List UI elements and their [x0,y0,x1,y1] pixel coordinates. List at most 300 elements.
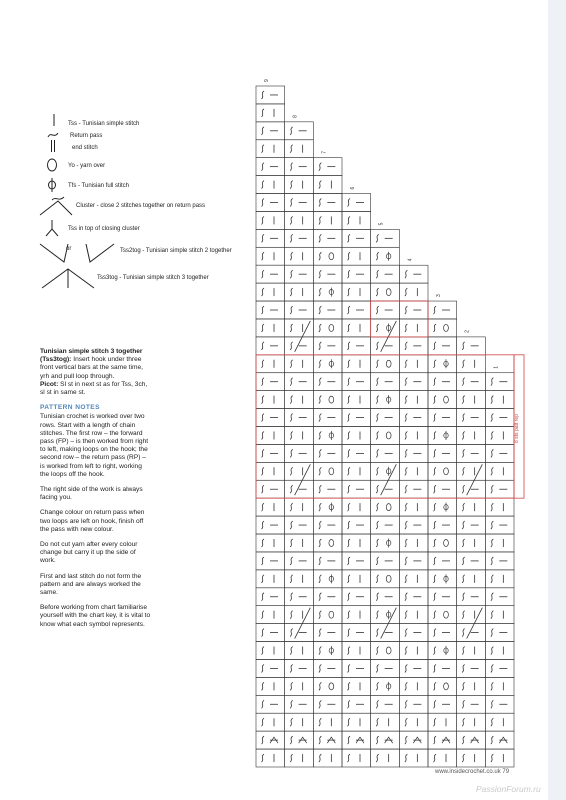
return-pass-symbol [319,593,322,601]
return-pass-symbol [405,306,408,314]
return-pass-symbol [319,629,322,637]
return-pass-symbol [262,378,265,386]
chart-cell [256,211,285,229]
chart-cell [371,319,400,337]
return-pass-symbol [491,539,494,547]
chart-cell [485,462,514,480]
return-pass-symbol [348,575,351,583]
yo-symbol [386,647,391,654]
return-pass-symbol [319,324,322,332]
return-pass-symbol [434,378,437,386]
return-pass-symbol [405,378,408,386]
return-pass-symbol [348,467,351,475]
return-pass-symbol [491,449,494,457]
return-pass-symbol [376,539,379,547]
return-pass-symbol [290,198,293,206]
return-pass-symbol [491,647,494,655]
return-pass-symbol [462,611,465,619]
yo-symbol [444,468,449,475]
chart-cell [371,462,400,480]
legend-or: or [66,246,72,252]
chart-cell [485,498,514,516]
chart-cell [428,462,457,480]
note-paragraph: First and last stitch do not form the pattern and are always worked the same. [40,572,142,597]
yo-symbol [386,504,391,511]
picot-heading: Picot: [40,380,59,388]
page-footer [435,769,509,775]
return-pass-symbol [290,414,293,422]
chart-cell [313,211,342,229]
return-pass-symbol [405,521,408,529]
return-pass-symbol [376,431,379,439]
return-pass-symbol [491,754,494,762]
return-pass-symbol [348,539,351,547]
return-pass-symbol [290,431,293,439]
yo-symbol [444,324,449,331]
legend-tss: Tss - Tunisian simple stitch [68,121,140,127]
chart-cell [285,749,314,767]
chart-cell [457,355,486,373]
return-pass-symbol [262,234,265,242]
chart-cell [457,462,486,480]
return-pass-symbol [462,485,465,493]
chart-cell [457,570,486,588]
return-pass-symbol [319,252,322,260]
return-pass-symbol [376,360,379,368]
chart-cell [457,606,486,624]
return-pass-symbol [491,396,494,404]
return-pass-symbol [290,360,293,368]
return-pass-symbol [376,449,379,457]
return-pass-symbol [348,557,351,565]
yo-symbol [386,360,391,367]
return-pass-symbol [434,557,437,565]
return-pass-symbol [290,449,293,457]
chart-cell [342,749,371,767]
return-pass-symbol [462,539,465,547]
chart-cell [399,534,428,552]
chart-cell [399,606,428,624]
chart-cell [256,140,285,158]
chart-cell [285,462,314,480]
return-pass-symbol [491,611,494,619]
return-pass-symbol [290,754,293,762]
return-pass-symbol [319,288,322,296]
return-pass-symbol [262,593,265,601]
return-pass-symbol [491,718,494,726]
chart-cell [428,606,457,624]
return-pass-symbol [290,378,293,386]
return-pass-symbol [405,288,408,296]
return-pass-symbol [434,324,437,332]
return-pass-symbol [262,521,265,529]
return-pass-symbol [376,485,379,493]
yo-symbol [444,611,449,618]
return-pass-symbol [348,664,351,672]
return-pass-symbol [290,521,293,529]
return-pass-symbol [319,396,322,404]
yo-symbol [329,539,334,546]
chart-cell [256,749,285,767]
return-pass-symbol [376,521,379,529]
return-pass-symbol [290,324,293,332]
chart-cell [428,749,457,767]
return-pass-symbol [434,342,437,350]
return-pass-symbol [262,700,265,708]
legend-tfs: Tfs - Tunisian full stitch [68,183,130,189]
legend-cluster: Cluster - close 2 stitches together on return pass [76,203,206,209]
return-pass-symbol [434,754,437,762]
footer-site: www.insidecrochet.co.uk [435,769,501,775]
return-pass-symbol [462,467,465,475]
chart-cell [313,247,342,265]
chart-cell [256,355,285,373]
chart-cell [285,283,314,301]
return-pass-symbol [262,181,265,189]
return-pass-symbol [290,503,293,511]
yo-symbol [329,611,334,618]
yo-symbol [329,468,334,475]
return-pass-symbol [434,611,437,619]
return-pass-symbol [262,109,265,117]
return-pass-symbol [319,467,322,475]
return-pass-symbol [348,252,351,260]
chart-cell [457,677,486,695]
chart-cell [371,283,400,301]
chart-grid [256,86,514,767]
return-pass-symbol [376,718,379,726]
return-pass-symbol [491,485,494,493]
return-pass-symbol [405,485,408,493]
return-pass-symbol [262,431,265,439]
return-pass-symbol [376,664,379,672]
return-pass-symbol [262,198,265,206]
return-pass-symbol [376,611,379,619]
chart-cell [285,606,314,624]
return-pass-symbol [290,306,293,314]
pattern-notes-title: PATTERN NOTES [40,404,100,412]
return-pass-symbol [319,342,322,350]
chart-cell [428,355,457,373]
chart-cell [256,247,285,265]
chart-cell [285,427,314,445]
return-pass-symbol [262,324,265,332]
return-pass-symbol [434,306,437,314]
chart-cell [342,247,371,265]
return-pass-symbol [348,736,351,744]
chart-cell [485,606,514,624]
chart-cell [428,534,457,552]
chart-cell [256,642,285,660]
chart-cell [371,391,400,409]
return-pass-symbol [262,575,265,583]
return-pass-symbol [376,557,379,565]
return-pass-symbol [405,647,408,655]
return-pass-symbol [348,503,351,511]
return-pass-symbol [462,360,465,368]
chart-cell [256,713,285,731]
return-pass-symbol [319,234,322,242]
return-pass-symbol [376,414,379,422]
return-pass-symbol [376,503,379,511]
return-pass-symbol [262,252,265,260]
chart-cell [256,427,285,445]
chart-cell [399,570,428,588]
return-pass-symbol [348,521,351,529]
note-paragraph: The right side of the work is always facing you. [40,486,143,502]
yo-symbol [444,396,449,403]
return-pass-symbol [348,431,351,439]
return-pass-symbol [290,467,293,475]
return-pass-symbol [319,360,322,368]
chart-cell [256,570,285,588]
return-pass-symbol [376,575,379,583]
return-pass-symbol [319,503,322,511]
return-pass-symbol [262,91,265,99]
chart-cell [313,642,342,660]
chart-cell [313,606,342,624]
return-pass-symbol [348,342,351,350]
chart-cell [371,427,400,445]
return-pass-symbol [376,396,379,404]
return-pass-symbol [376,647,379,655]
return-pass-symbol [262,557,265,565]
return-pass-symbol [405,736,408,744]
return-pass-symbol [491,414,494,422]
chart-cell [256,391,285,409]
return-pass-symbol [462,557,465,565]
return-pass-symbol [434,539,437,547]
chart-cell [399,355,428,373]
return-pass-symbol [405,270,408,278]
return-pass-symbol [491,378,494,386]
chart-cell [313,176,342,194]
return-pass-symbol [290,557,293,565]
return-pass-symbol [290,647,293,655]
return-pass-symbol [290,682,293,690]
note-paragraph: Do not cut yarn after every colour change but carry it up the side of work. [40,541,138,565]
return-pass-symbol [462,396,465,404]
yo-symbol [329,253,334,260]
return-pass-symbol [290,234,293,242]
return-pass-symbol [290,736,293,744]
column-number: 8 [292,115,299,118]
return-pass-symbol [319,575,322,583]
return-pass-symbol [376,682,379,690]
chart-cell [285,391,314,409]
return-pass-symbol [348,234,351,242]
return-pass-symbol [348,700,351,708]
return-pass-symbol [319,378,322,386]
chart-cell [457,749,486,767]
return-pass-symbol [376,270,379,278]
chart-cell [285,498,314,516]
note-paragraph: Before working from chart familiarise yourself with the chart key, it is vital to know what each symbol represents. [40,604,151,628]
chart-cell [371,498,400,516]
return-pass-symbol [462,664,465,672]
return-pass-symbol [405,396,408,404]
chart-cell [285,247,314,265]
chart-cell [256,283,285,301]
return-pass-symbol [319,754,322,762]
chart-cell [428,642,457,660]
return-pass-symbol [290,127,293,135]
chart-cell [256,462,285,480]
legend-tss-cluster-top: Tss in top of closing cluster [68,226,140,232]
chart-cell [313,534,342,552]
return-pass-symbol [376,324,379,332]
return-pass-symbol [290,539,293,547]
return-pass-symbol [290,252,293,260]
chart-cell [428,391,457,409]
return-pass-symbol [462,342,465,350]
return-pass-symbol [319,198,322,206]
chart-cell [457,713,486,731]
return-pass-symbol [405,414,408,422]
return-pass-symbol [434,664,437,672]
return-pass-symbol [405,718,408,726]
return-pass-symbol [376,252,379,260]
return-pass-symbol [462,521,465,529]
tss3tog-body: Insert hook under three front vertical bars at the same time, yrh and pull loop through. [40,356,143,380]
return-pass-symbol [491,682,494,690]
chart-cell [313,749,342,767]
tss3tog-heading: Tunisian simple stitch 3 together (Tss3tog): [40,348,143,364]
return-pass-symbol [262,163,265,171]
return-pass-symbol [376,306,379,314]
chart-cell [371,355,400,373]
return-pass-symbol [290,664,293,672]
return-pass-symbol [348,629,351,637]
column-number: 3 [436,294,442,298]
chart-cell [457,498,486,516]
chart-cell [342,713,371,731]
note-paragraph: Tunisian crochet is worked over two rows. Start with a length of chain stitches. The first row – the forward pass (FP) – is then worked from right to left, making loops on the hook; the second row – the return pass (RP) – is worked from left to right, working the loops off the hook. [40,413,149,478]
chart-cell [485,642,514,660]
chart-cell [285,642,314,660]
return-pass-symbol [491,503,494,511]
return-pass-symbol [376,736,379,744]
column-number: 5 [378,222,385,226]
chart-cell [256,498,285,516]
return-pass-symbol [405,575,408,583]
return-pass-symbol [319,682,322,690]
chart-cell [313,355,342,373]
return-pass-symbol [491,467,494,475]
return-pass-symbol [319,700,322,708]
chart-cell [313,283,342,301]
return-pass-symbol [434,575,437,583]
chart-cell [371,713,400,731]
return-pass-symbol [405,467,408,475]
chart-cell [428,427,457,445]
return-pass-symbol [290,611,293,619]
return-pass-symbol [262,216,265,224]
return-pass-symbol [290,216,293,224]
chart-cell [399,391,428,409]
return-pass-symbol [319,611,322,619]
return-pass-symbol [462,593,465,601]
return-pass-symbol [462,414,465,422]
return-pass-symbol [348,396,351,404]
chart-cell [371,606,400,624]
return-pass-symbol [262,360,265,368]
yo-symbol [444,683,449,690]
return-pass-symbol [348,288,351,296]
return-pass-symbol [491,629,494,637]
return-pass-symbol [348,682,351,690]
return-pass-symbol [491,593,494,601]
return-pass-symbol [405,700,408,708]
chart-cell [342,606,371,624]
return-pass-symbol [405,754,408,762]
return-pass-symbol [376,467,379,475]
return-pass-symbol [434,485,437,493]
return-pass-symbol [434,682,437,690]
chart-cell [285,570,314,588]
return-pass-symbol [319,718,322,726]
return-pass-symbol [491,521,494,529]
return-pass-symbol [462,503,465,511]
return-pass-symbol [405,539,408,547]
chart-cell [285,176,314,194]
chart-cell [371,247,400,265]
return-pass-symbol [290,288,293,296]
chart-cell [485,427,514,445]
return-pass-symbol [405,664,408,672]
column-number: 4 [407,258,414,262]
return-pass-symbol [376,234,379,242]
chart-cell [428,498,457,516]
legend-yarn-over: Yo - yarn over [68,163,106,169]
yo-symbol [329,683,334,690]
chart-cell [457,534,486,552]
chart-cell [285,677,314,695]
chart-cell [457,391,486,409]
chart-cell [399,462,428,480]
return-pass-symbol [434,647,437,655]
return-pass-symbol [462,431,465,439]
return-pass-symbol [319,449,322,457]
return-pass-symbol [348,647,351,655]
yo-symbol [444,539,449,546]
chart-cell [313,713,342,731]
chart-cell [342,391,371,409]
chart-cell [485,391,514,409]
return-pass-symbol [348,414,351,422]
chart-cell [371,749,400,767]
chart-cell [342,570,371,588]
return-pass-symbol [405,324,408,332]
chart-cell [313,319,342,337]
return-pass-symbol [348,449,351,457]
return-pass-symbol [405,360,408,368]
return-pass-symbol [319,647,322,655]
chart-cell [285,713,314,731]
return-pass-symbol [262,629,265,637]
return-pass-symbol [290,396,293,404]
return-pass-symbol [262,449,265,457]
chart-cell [399,713,428,731]
column-number: 2 [464,330,471,333]
return-pass-symbol [319,557,322,565]
return-pass-symbol [462,682,465,690]
return-pass-symbol [462,575,465,583]
column-number: 9 [264,79,270,82]
return-pass-symbol [262,396,265,404]
chart-cell [256,677,285,695]
return-pass-symbol [405,629,408,637]
